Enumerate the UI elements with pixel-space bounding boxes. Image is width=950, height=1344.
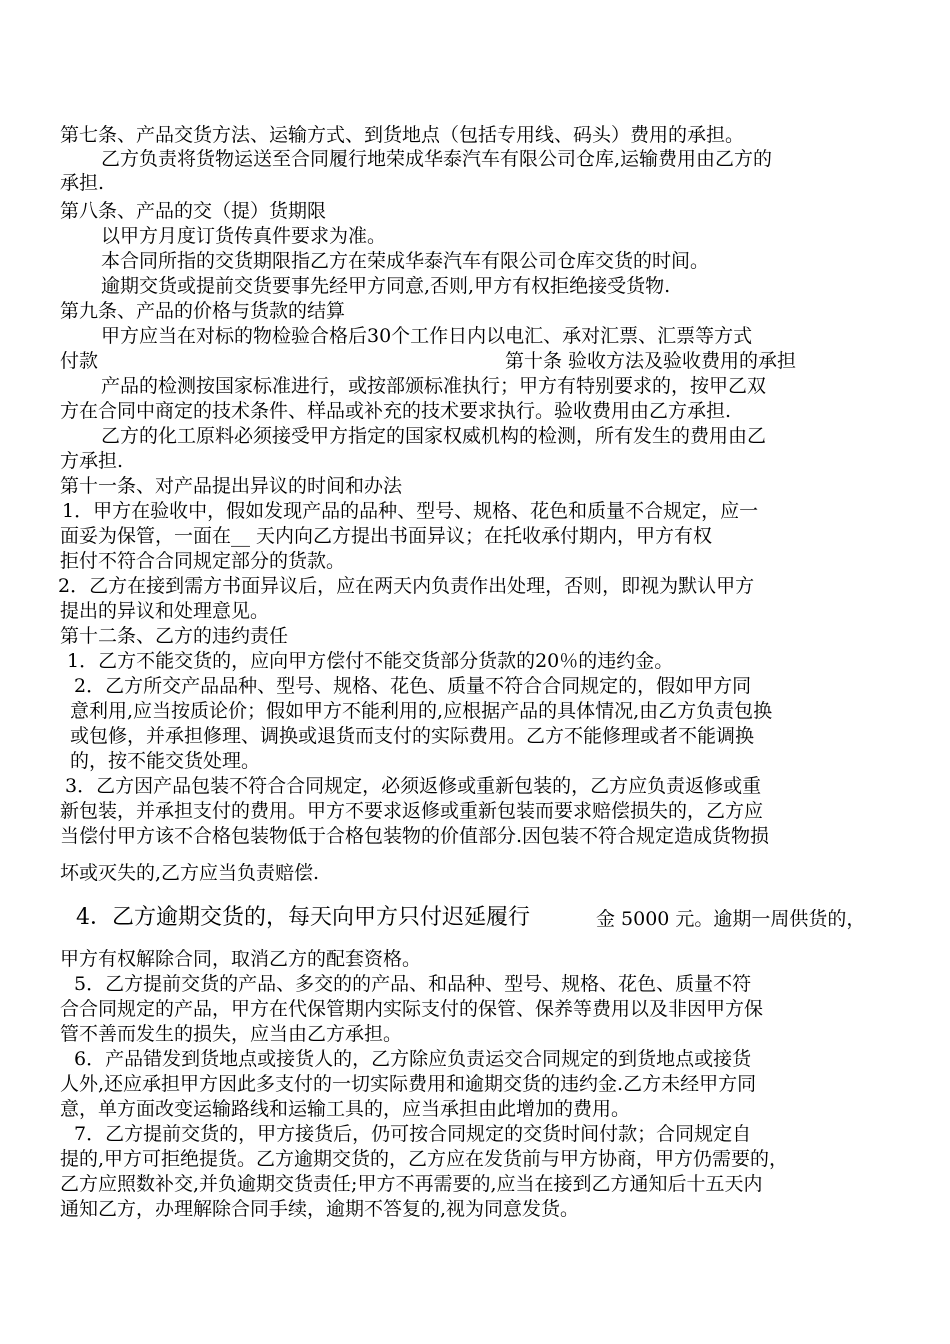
article-10-heading: 第十条 验收方法及验收费用的承担	[505, 350, 797, 372]
article-7-text-line: 乙方负责将货物运送至合同履行地荣成华泰汽车有限公司仓库,运输费用由乙方的	[101, 148, 773, 170]
article-12-clause-line: 通知乙方，办理解除合同手续，逾期不答复的,视为同意发货。	[60, 1198, 580, 1220]
article-11-clause-line: 提出的异议和处理意见。	[60, 600, 270, 622]
article-8-text-line: 以甲方月度订货传真件要求为准。	[101, 225, 387, 247]
article-12-clause-line: 意利用,应当按质论价；假如甲方不能利用的,应根据产品的具体情况,由乙方负责包换	[70, 700, 773, 722]
article-9-heading: 第九条、产品的价格与货款的结算	[60, 300, 346, 322]
article-12-clause-line: 人外,还应承担甲方因此多支付的一切实际费用和逾期交货的违约金.乙方未经甲方同	[60, 1073, 757, 1095]
article-10-text-line: 方承担.	[60, 450, 124, 472]
article-10-text-line: 产品的检测按国家标准进行，或按部颁标准执行；甲方有特别要求的，按甲乙双	[101, 375, 767, 397]
article-8-heading: 第八条、产品的交（提）货期限	[60, 200, 327, 222]
article-12-clause-line: 提的,甲方可拒绝提货。乙方逾期交货的，乙方应在发货前与甲方协商，甲方仍需要的，	[60, 1148, 789, 1170]
article-7-text-line: 承担.	[60, 172, 105, 194]
article-12-clause-line: 合合同规定的产品，甲方在代保管期内实际支付的保管、保养等费用以及非因甲方保	[60, 998, 764, 1020]
article-12-clause-line: 乙方应照数补交,并负逾期交货责任;甲方不再需要的,应当在接到乙方通知后十五天内	[60, 1173, 763, 1195]
article-12-clause-line: 5．乙方提前交货的产品、多交的的产品、和品种、型号、规格、花色、质量不符	[74, 973, 752, 995]
article-12-clause-line: 管不善而发生的损失，应当由乙方承担。	[60, 1023, 403, 1045]
article-12-clause-line: 新包装，并承担支付的费用。甲方不要求返修或重新包装而要求赔偿损失的，乙方应	[60, 800, 764, 822]
article-12-clause-line: 的，按不能交货处理。	[70, 750, 261, 772]
article-11-clause-line: 拒付不符合合同规定部分的货款。	[60, 550, 346, 572]
article-11-clause-line: 2．乙方在接到需方书面异议后，应在两天内负责作出处理，否则，即视为默认甲方	[58, 575, 755, 597]
article-12-clause-line: 或包修，并承担修理、调换或退货而支付的实际费用。乙方不能修理或者不能调换	[70, 725, 755, 747]
article-12-clause-line: 7．乙方提前交货的，甲方接货后，仍可按合同规定的交货时间付款；合同规定自	[74, 1123, 752, 1145]
article-9-text-line: 付款	[60, 350, 99, 372]
article-11-clause-line: 面妥为保管，一面在__ 天内向乙方提出书面异议；在托收承付期内，甲方有权	[60, 525, 713, 547]
article-10-text-line: 乙方的化工原料必须接受甲方指定的国家权威机构的检测，所有发生的费用由乙	[101, 425, 767, 447]
article-12-clause-line: 1．乙方不能交货的，应向甲方偿付不能交货部分货款的20％的违约金。	[67, 650, 674, 672]
article-12-clause-4-rest: 金 5000 元。逾期一周供货的，	[596, 908, 866, 930]
article-12-clause-line: 当偿付甲方该不合格包装物低于合格包装物的价值部分.因包装不符合规定造成货物损	[60, 825, 770, 847]
article-11-clause-line: 1．甲方在验收中，假如发现产品的品种、型号、规格、花色和质量不合规定，应一	[62, 500, 759, 522]
article-12-clause-4-start: 4．乙方逾期交货的，每天向甲方只付迟延履行	[76, 905, 530, 930]
article-12-clause-line: 坏或灭失的,乙方应当负责赔偿.	[60, 862, 320, 884]
article-11-heading: 第十一条、对产品提出异议的时间和办法	[60, 475, 403, 497]
article-7-heading: 第七条、产品交货方法、运输方式、到货地点（包括专用线、码头）费用的承担。	[60, 124, 745, 146]
article-8-text-line: 本合同所指的交货期限指乙方在荣成华泰汽车有限公司仓库交货的时间。	[101, 250, 710, 272]
article-12-clause-line: 3．乙方因产品包装不符合合同规定，必须返修或重新包装的，乙方应负责返修或重	[65, 775, 762, 797]
article-10-text-line: 方在合同中商定的技术条件、样品或补充的技术要求执行。验收费用由乙方承担.	[60, 400, 732, 422]
article-12-heading: 第十二条、乙方的违约责任	[60, 625, 289, 647]
article-12-clause-line: 甲方有权解除合同，取消乙方的配套资格。	[60, 948, 422, 970]
article-8-text-line: 逾期交货或提前交货要事先经甲方同意,否则,甲方有权拒绝接受货物.	[101, 275, 671, 297]
article-12-clause-line: 2．乙方所交产品品种、型号、规格、花色、质量不符合合同规定的，假如甲方同	[74, 675, 752, 697]
article-12-clause-line: 意，单方面改变运输路线和运输工具的，应当承担由此增加的费用。	[60, 1098, 631, 1120]
article-12-clause-line: 6．产品错发到货地点或接货人的，乙方除应负责运交合同规定的到货地点或接货	[74, 1048, 752, 1070]
article-9-text-line: 甲方应当在对标的物检验合格后30个工作日内以电汇、承对汇票、汇票等方式	[101, 325, 753, 347]
